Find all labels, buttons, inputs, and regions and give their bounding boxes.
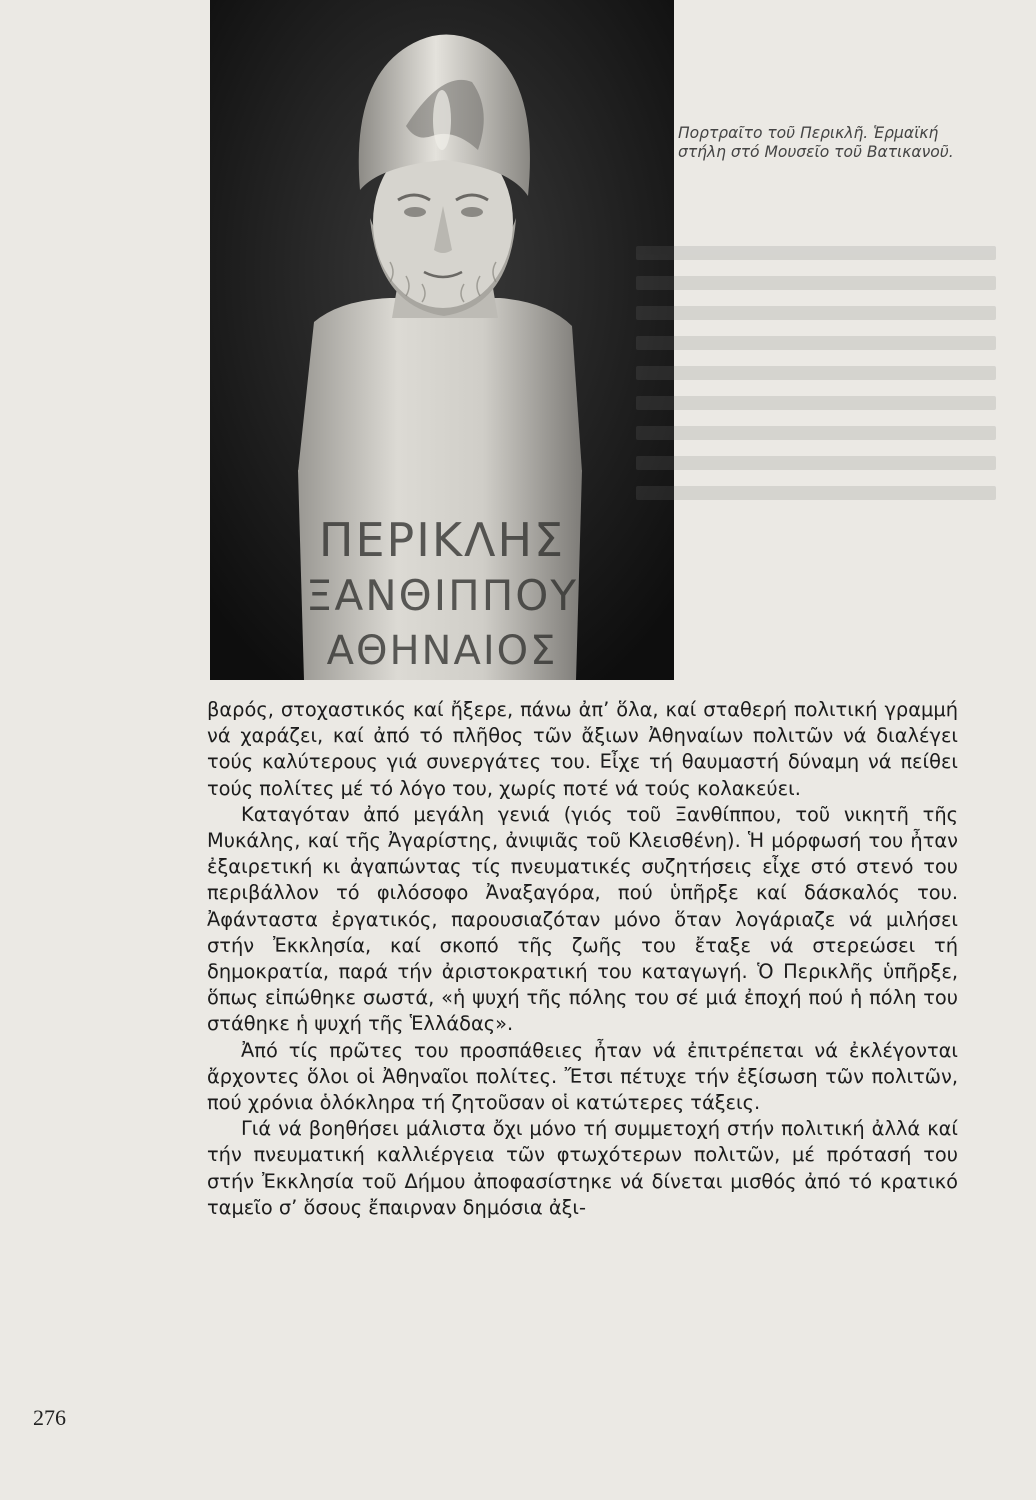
bust-illustration (210, 0, 674, 680)
paragraph-4: Γιά νά βοηθήσει μάλιστα ὄχι μόνο τή συμμετοχή στήν πολιτική ἀλλά καί τήν πνευματική καλλιέργεια τῶν φτωχότερων πολιτῶν, μέ πρότασή του στήν Ἐκκλησία τοῦ Δήμου ἀποφασίστηκε νά δίνεται μισθός ἀπό τό κρατικό ταμεῖο σ’ ὅσους ἔπαιρναν δημόσια ἀξι- (207, 1117, 958, 1219)
caption-text: Πορτραῖτο τοῦ Περικλῆ. Ἑρμαϊκή στήλη στό Μουσεῖο τοῦ Βατικανοῦ. (678, 124, 954, 161)
paragraph-1: βαρός, στοχαστικός καί ἤξερε, πάνω ἀπ’ ὅλα, καί σταθερή πολιτική γραμμή νά χαράζει, καί ἀπό τό πλῆθος τῶν ἄξιων Ἀθηναίων πολιτῶν νά διαλέγει τούς καλύτερους γιά συνεργάτες του. Εἶχε τή θαυμαστή δύναμη νά πείθει τούς πολίτες μέ τό λόγο του, χωρίς ποτέ νά τούς κολακεύει. (207, 698, 958, 800)
inscription-line-1: ΠΕΡΙΚΛΗΣ (318, 513, 566, 567)
body-text (207, 697, 958, 1221)
bleed-through-text (636, 230, 996, 550)
page-number: 276 (33, 1405, 66, 1430)
paragraph-3: Ἀπό τίς πρῶτες του προσπάθειες ἦταν νά ἐπιτρέπεται νά ἐκλέγονται ἄρχοντες ὅλοι οἱ Ἀθηναῖοι πολίτες. Ἔτσι πέτυχε τήν ἐξίσωση τῶν πολιτῶν, πού χρόνια ὁλόκληρα τή ζητοῦσαν οἱ κατώτερες τάξεις. (207, 1038, 958, 1115)
pericles-bust-photo (210, 0, 674, 680)
photo-caption (678, 124, 978, 162)
paragraph-2: Καταγόταν ἀπό μεγάλη γενιά (γιός τοῦ Ξανθίππου, τοῦ νικητῆ τῆς Μυκάλης, καί τῆς Ἀγαρίστης, ἀνιψιᾶς τοῦ Κλεισθένη). Ἡ μόρφωσή του ἦταν ἐξαιρετική κι ἀγαπώντας τίς πνευματικές συζητήσεις εἶχε στό στενό του περιβάλλον τό φιλόσοφο Ἀναξαγόρα, πού ὑπῆρξε καί δάσκαλός του. Ἀφάνταστα ἐργατικός, παρουσιαζόταν μόνο ὅταν λογάριαζε νά μιλήσει στήν Ἐκκλησία, καί σκοπό τῆς ζωῆς του ἔταξε νά στερεώσει τή δημοκρατία, παρά τήν ἀριστοκρατική του καταγωγή. Ὁ Περικλῆς ὑπῆρξε, ὅπως εἰπώθηκε σωστά, «ἡ ψυχή τῆς πόλης του σέ μιά ἐποχή πού ἡ πόλη του στάθηκε ἡ ψυχή τῆς Ἑλλάδας». (207, 802, 958, 1036)
inscription-line-3: ΑΘΗΝΑΙΟΣ (326, 628, 558, 674)
inscription-line-2: ΞΑΝΘΙΠΠΟΥ (305, 571, 579, 620)
